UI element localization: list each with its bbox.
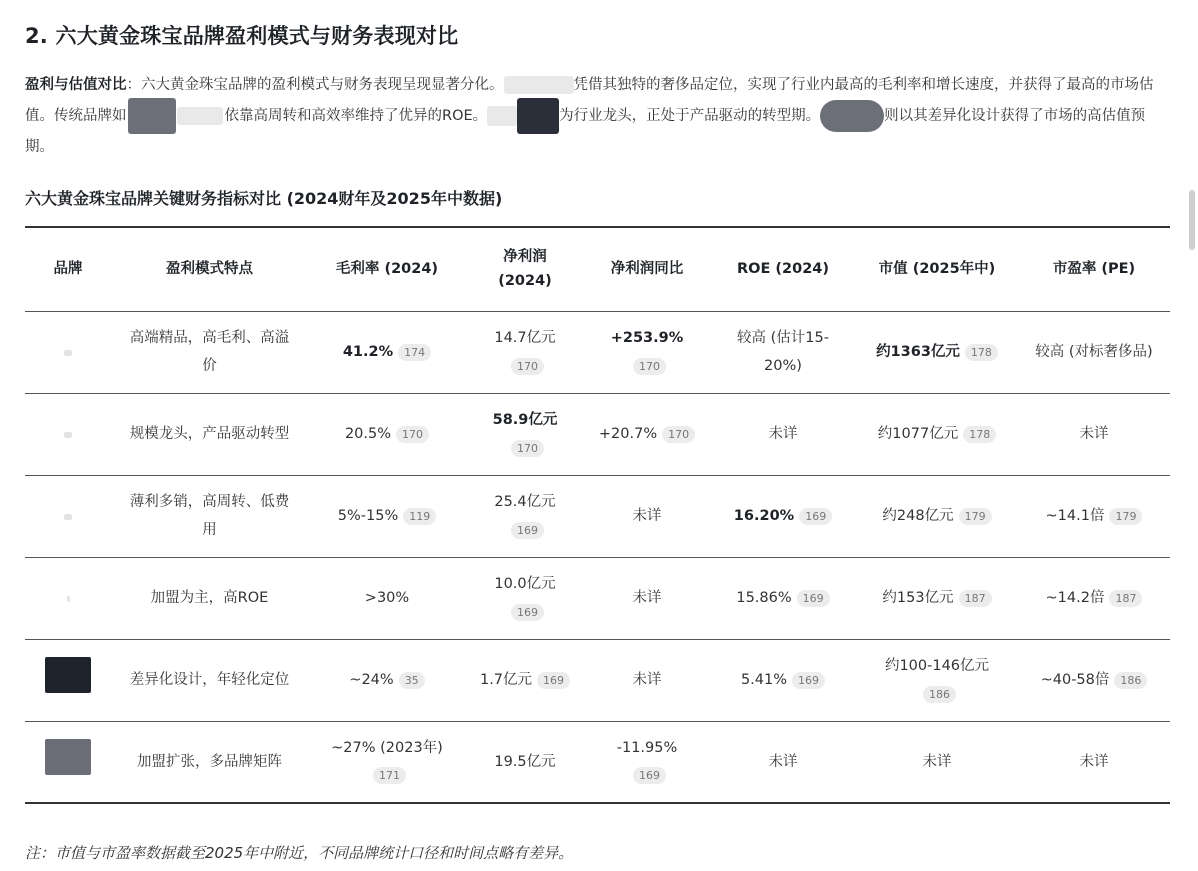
table-row — [25, 557, 1170, 639]
pe-cell: ~40-58倍 186 — [1018, 639, 1170, 721]
citation-badge[interactable]: 169 — [633, 767, 666, 784]
yoy-cell: 未详 — [632, 672, 662, 688]
citation-badge[interactable]: 170 — [511, 440, 544, 457]
model-cell: 规模龙头，产品驱动转型 — [129, 426, 290, 442]
brand-logo-cell — [25, 557, 111, 639]
citation-badge[interactable]: 169 — [511, 604, 544, 621]
brand-logo-cell — [25, 393, 111, 475]
table-title: 六大黄金珠宝品牌关键财务指标对比 (2024财年及2025年中数据) — [25, 189, 503, 208]
header-net-profit: 净利润 (2024) — [466, 227, 584, 311]
header-yoy: 净利润同比 — [584, 227, 710, 311]
market-cap-cell: 约153亿元 187 — [856, 557, 1018, 639]
pe-cell: 未详 — [1079, 426, 1109, 442]
header-market-cap: 市值 (2025年中) — [856, 227, 1018, 311]
redacted-brand — [177, 107, 223, 125]
pe-cell: 较高 (对标奢侈品) — [1035, 344, 1153, 360]
brand-logo-cell — [25, 311, 111, 393]
citation-badge[interactable]: 179 — [959, 508, 992, 525]
redacted-brand — [820, 100, 884, 132]
table-row — [25, 721, 1170, 803]
model-cell: 加盟为主，高ROE — [150, 590, 269, 606]
citation-badge[interactable]: 170 — [511, 358, 544, 375]
market-cap-cell: 未详 — [922, 753, 952, 770]
gross-margin-cell: 20.5% 170 — [308, 393, 466, 475]
roe-cell: 未详 — [768, 426, 798, 442]
citation-badge[interactable]: 170 — [662, 426, 695, 443]
market-cap-cell: 约1077亿元 178 — [856, 393, 1018, 475]
market-cap-cell: 约248亿元 179 — [856, 475, 1018, 557]
citation-badge[interactable]: 174 — [398, 344, 431, 361]
citation-badge[interactable]: 170 — [633, 358, 666, 375]
citation-badge[interactable]: 169 — [511, 522, 544, 539]
section-title: 2. 六大黄金珠宝品牌盈利模式与财务表现对比 — [25, 24, 459, 48]
intro-lead: 盈利与估值对比 — [25, 77, 127, 93]
redacted-brand — [487, 106, 517, 126]
citation-badge[interactable]: 170 — [396, 426, 429, 443]
citation-badge[interactable]: 169 — [797, 590, 830, 607]
model-cell: 薄利多销，高周转、低费用 — [129, 494, 290, 538]
redacted-brand — [128, 98, 176, 134]
citation-badge[interactable]: 186 — [1114, 672, 1147, 689]
net-profit-cell: 10.0亿元 169 — [494, 576, 556, 619]
net-profit-cell: 58.9亿元 170 — [492, 412, 558, 455]
citation-badge[interactable]: 187 — [1109, 590, 1142, 607]
citation-badge[interactable]: 178 — [965, 344, 998, 361]
net-profit-cell: 1.7亿元 169 — [466, 639, 584, 721]
header-gross-margin: 毛利率 (2024) — [308, 227, 466, 311]
brand-logo — [45, 739, 91, 775]
table-row — [25, 475, 1170, 557]
gross-margin-cell: 41.2% 174 — [308, 311, 466, 393]
redacted-brand — [517, 98, 559, 134]
redacted-brand — [504, 76, 574, 94]
roe-cell: 较高 (估计15-20%) — [737, 330, 829, 374]
model-cell: 高端精品，高毛利、高溢价 — [129, 330, 290, 374]
brand-logo — [64, 514, 72, 520]
scrollbar-thumb[interactable] — [1189, 190, 1195, 250]
brand-logo — [45, 657, 91, 693]
citation-badge[interactable]: 186 — [923, 686, 956, 703]
net-profit-cell: 19.5亿元 — [494, 753, 556, 770]
yoy-cell: -11.95% 169 — [616, 739, 678, 783]
header-pe: 市盈率 (PE) — [1018, 227, 1170, 311]
table-row — [25, 311, 1170, 393]
table-header-row — [25, 227, 1170, 311]
header-model: 盈利模式特点 — [111, 227, 308, 311]
citation-badge[interactable]: 187 — [959, 590, 992, 607]
pe-cell: ~14.2倍 187 — [1018, 557, 1170, 639]
market-cap-cell: 约100-146亿元 186 — [884, 658, 990, 701]
brand-logo-cell — [25, 639, 111, 721]
market-cap-cell: 约1363亿元 178 — [856, 311, 1018, 393]
header-roe: ROE (2024) — [710, 227, 856, 311]
model-cell: 加盟扩张，多品牌矩阵 — [137, 753, 282, 770]
yoy-cell: +20.7% 170 — [584, 393, 710, 475]
header-brand: 品牌 — [25, 227, 111, 311]
table-row — [25, 393, 1170, 475]
brand-logo-cell — [25, 721, 111, 803]
citation-badge[interactable]: 178 — [963, 426, 996, 443]
brand-logo — [64, 350, 72, 356]
model-cell: 差异化设计，年轻化定位 — [129, 672, 290, 688]
roe-cell: 未详 — [768, 753, 798, 770]
pe-cell: 未详 — [1079, 753, 1109, 770]
citation-badge[interactable]: 35 — [399, 672, 425, 689]
pe-cell: ~14.1倍 179 — [1018, 475, 1170, 557]
citation-badge[interactable]: 119 — [403, 508, 436, 525]
yoy-cell: 未详 — [632, 508, 662, 524]
citation-badge[interactable]: 169 — [799, 508, 832, 525]
intro-paragraph: 盈利与估值对比：六大黄金珠宝品牌的盈利模式与财务表现呈现显著分化。 凭借其独特的奢侈品定位，实现了行业内最高的毛利率和增长速度，并获得了最高的市场估值。传统品牌如 依靠高周转和高效率维持了优异的ROE。 为行业龙头，正处于产品驱动的转型期。 则以其差异化设计获得了市场的高估值预期。 — [25, 77, 1154, 155]
yoy-cell: 未详 — [632, 590, 662, 606]
table-row — [25, 639, 1170, 721]
citation-badge[interactable]: 171 — [373, 767, 406, 784]
citation-badge[interactable]: 169 — [792, 672, 825, 689]
gross-margin-cell: ~24% 35 — [308, 639, 466, 721]
financial-comparison-table — [25, 226, 1170, 804]
gross-margin-cell: ~27% (2023年) 171 — [331, 739, 443, 783]
brand-logo — [64, 432, 72, 438]
yoy-cell: +253.9% 170 — [610, 330, 684, 373]
citation-badge[interactable]: 179 — [1109, 508, 1142, 525]
brand-logo-cell — [25, 475, 111, 557]
roe-cell: 15.86% 169 — [710, 557, 856, 639]
net-profit-cell: 25.4亿元 169 — [494, 494, 556, 537]
table-footnote: 注：市值与市盈率数据截至2025年中附近，不同品牌统计口径和时间点略有差异。 — [25, 844, 574, 862]
gross-margin-cell: 5%-15% 119 — [308, 475, 466, 557]
roe-cell: 16.20% 169 — [710, 475, 856, 557]
roe-cell: 5.41% 169 — [710, 639, 856, 721]
net-profit-cell: 14.7亿元 170 — [494, 330, 556, 373]
gross-margin-cell: >30% — [364, 590, 410, 606]
brand-logo — [67, 596, 70, 602]
citation-badge[interactable]: 169 — [537, 672, 570, 689]
